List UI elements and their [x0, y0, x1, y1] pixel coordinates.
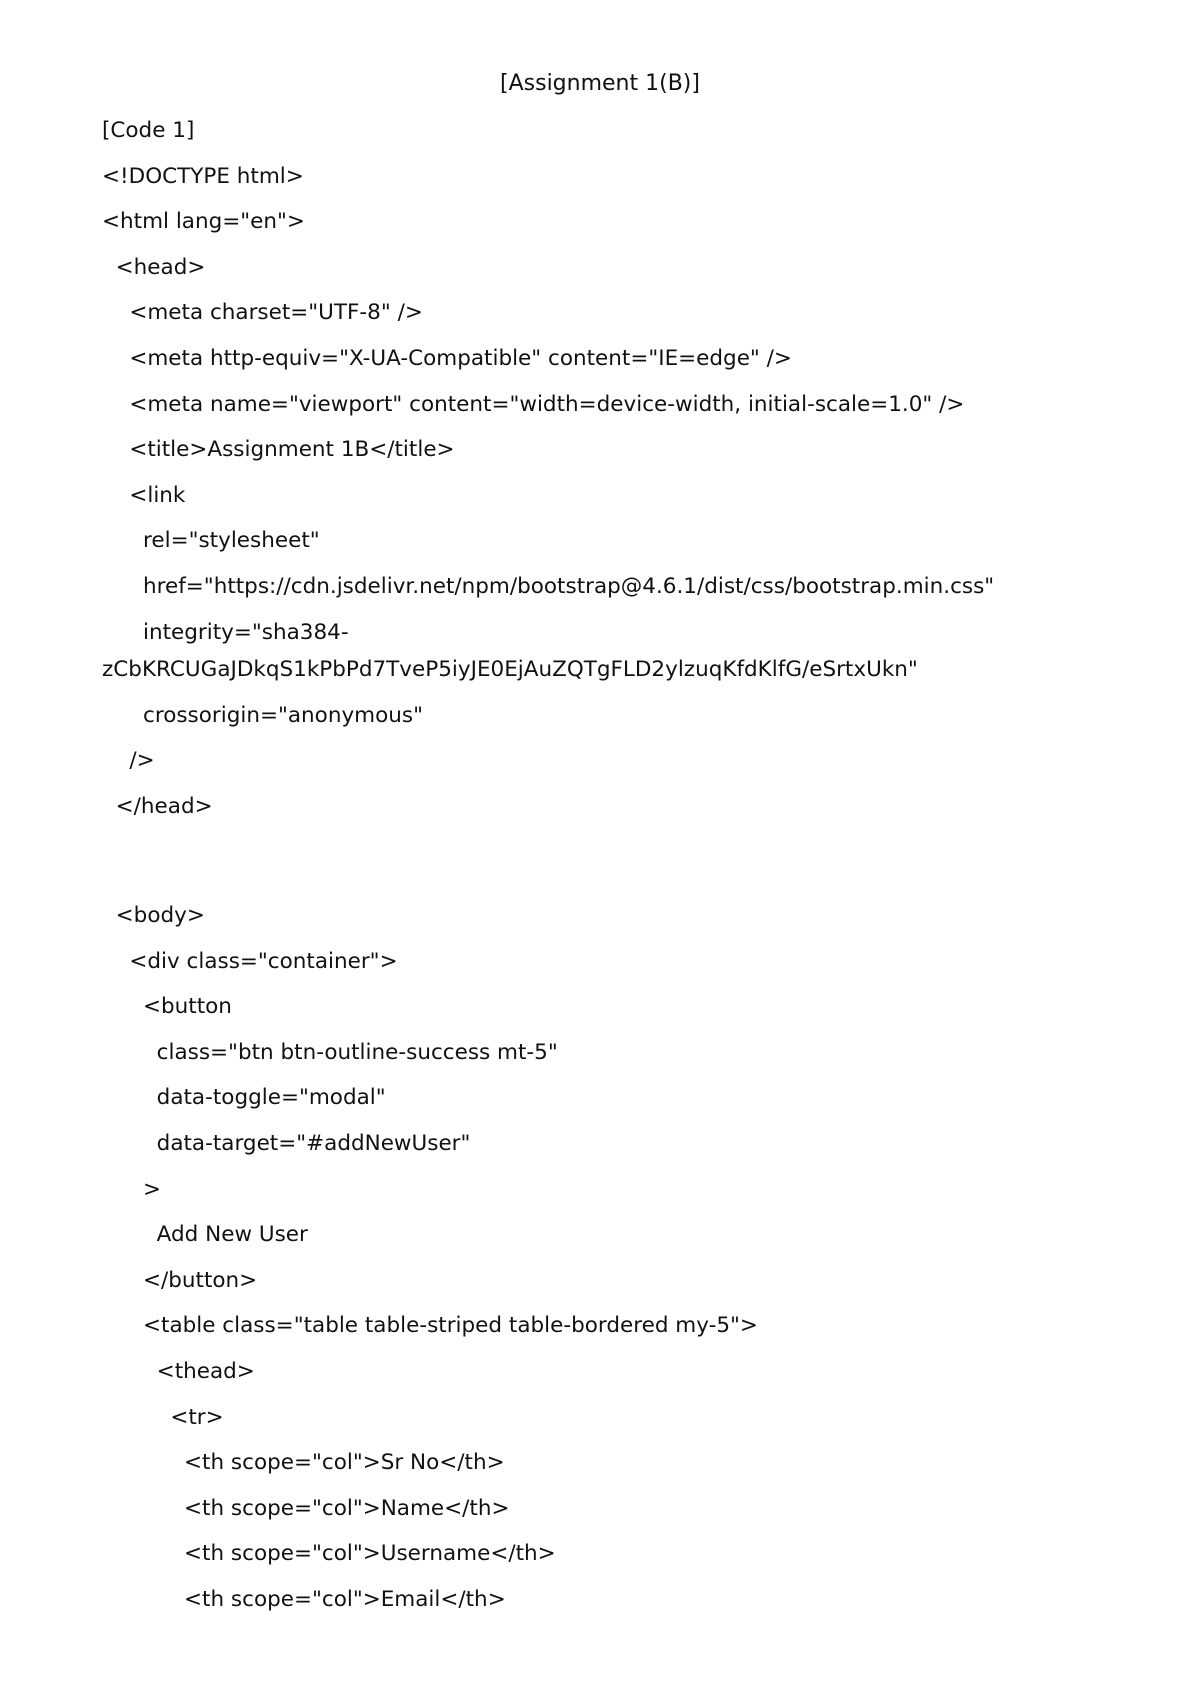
assignment-title: [Assignment 1(B)] — [500, 71, 700, 96]
code-line: <table class="table table-striped table-bordered my-5"> — [102, 1313, 758, 1339]
code-line: <html lang="en"> — [102, 209, 305, 235]
code-line: <thead> — [102, 1359, 255, 1385]
code-line: data-target="#addNewUser" — [102, 1131, 471, 1157]
section-heading: [Code 1] — [102, 118, 195, 143]
code-line: <th scope="col">Name</th> — [102, 1495, 510, 1521]
code-line: <meta name="viewport" content="width=device-width, initial-scale=1.0" /> — [102, 391, 965, 417]
code-line: <link — [102, 482, 186, 508]
code-line: /> — [102, 748, 155, 774]
code-line: <th scope="col">Sr No</th> — [102, 1450, 505, 1476]
code-line: class="btn btn-outline-success mt-5" — [102, 1039, 558, 1065]
code-line: <button — [102, 994, 232, 1020]
code-line: <th scope="col">Email</th> — [102, 1587, 506, 1612]
code-line: <th scope="col">Username</th> — [102, 1541, 556, 1567]
code-line: <tr> — [102, 1404, 224, 1430]
code-line: <head> — [102, 254, 206, 280]
code-line: Add New User — [102, 1222, 308, 1248]
code-line: </head> — [102, 793, 213, 819]
blank-line — [102, 840, 1102, 884]
code-line: <title>Assignment 1B</title> — [102, 437, 455, 463]
code-line: <meta charset="UTF-8" /> — [102, 300, 423, 326]
code-line: <meta http-equiv="X-UA-Compatible" content="IE=edge" /> — [102, 345, 792, 371]
code-line: rel="stylesheet" — [102, 528, 320, 554]
code-line: data-toggle="modal" — [102, 1085, 386, 1111]
code-line: integrity="sha384- — [102, 619, 349, 645]
code-line: <!DOCTYPE html> — [102, 163, 304, 189]
code-line: <div class="container"> — [102, 948, 398, 974]
code-block — [102, 118, 1102, 1633]
code-line-continuation: zCbKRCUGaJDkqS1kPbPd7TveP5iyJE0EjAuZQTgFLD2ylzuqKfdKlfG/eSrtxUkn" — [102, 657, 918, 683]
code-line: <body> — [102, 903, 205, 929]
code-line: > — [102, 1176, 162, 1202]
code-line: crossorigin="anonymous" — [102, 702, 423, 728]
code-line: </button> — [102, 1267, 258, 1293]
code-line: href="https://cdn.jsdelivr.net/npm/bootstrap@4.6.1/dist/css/bootstrap.min.css" — [102, 573, 995, 599]
